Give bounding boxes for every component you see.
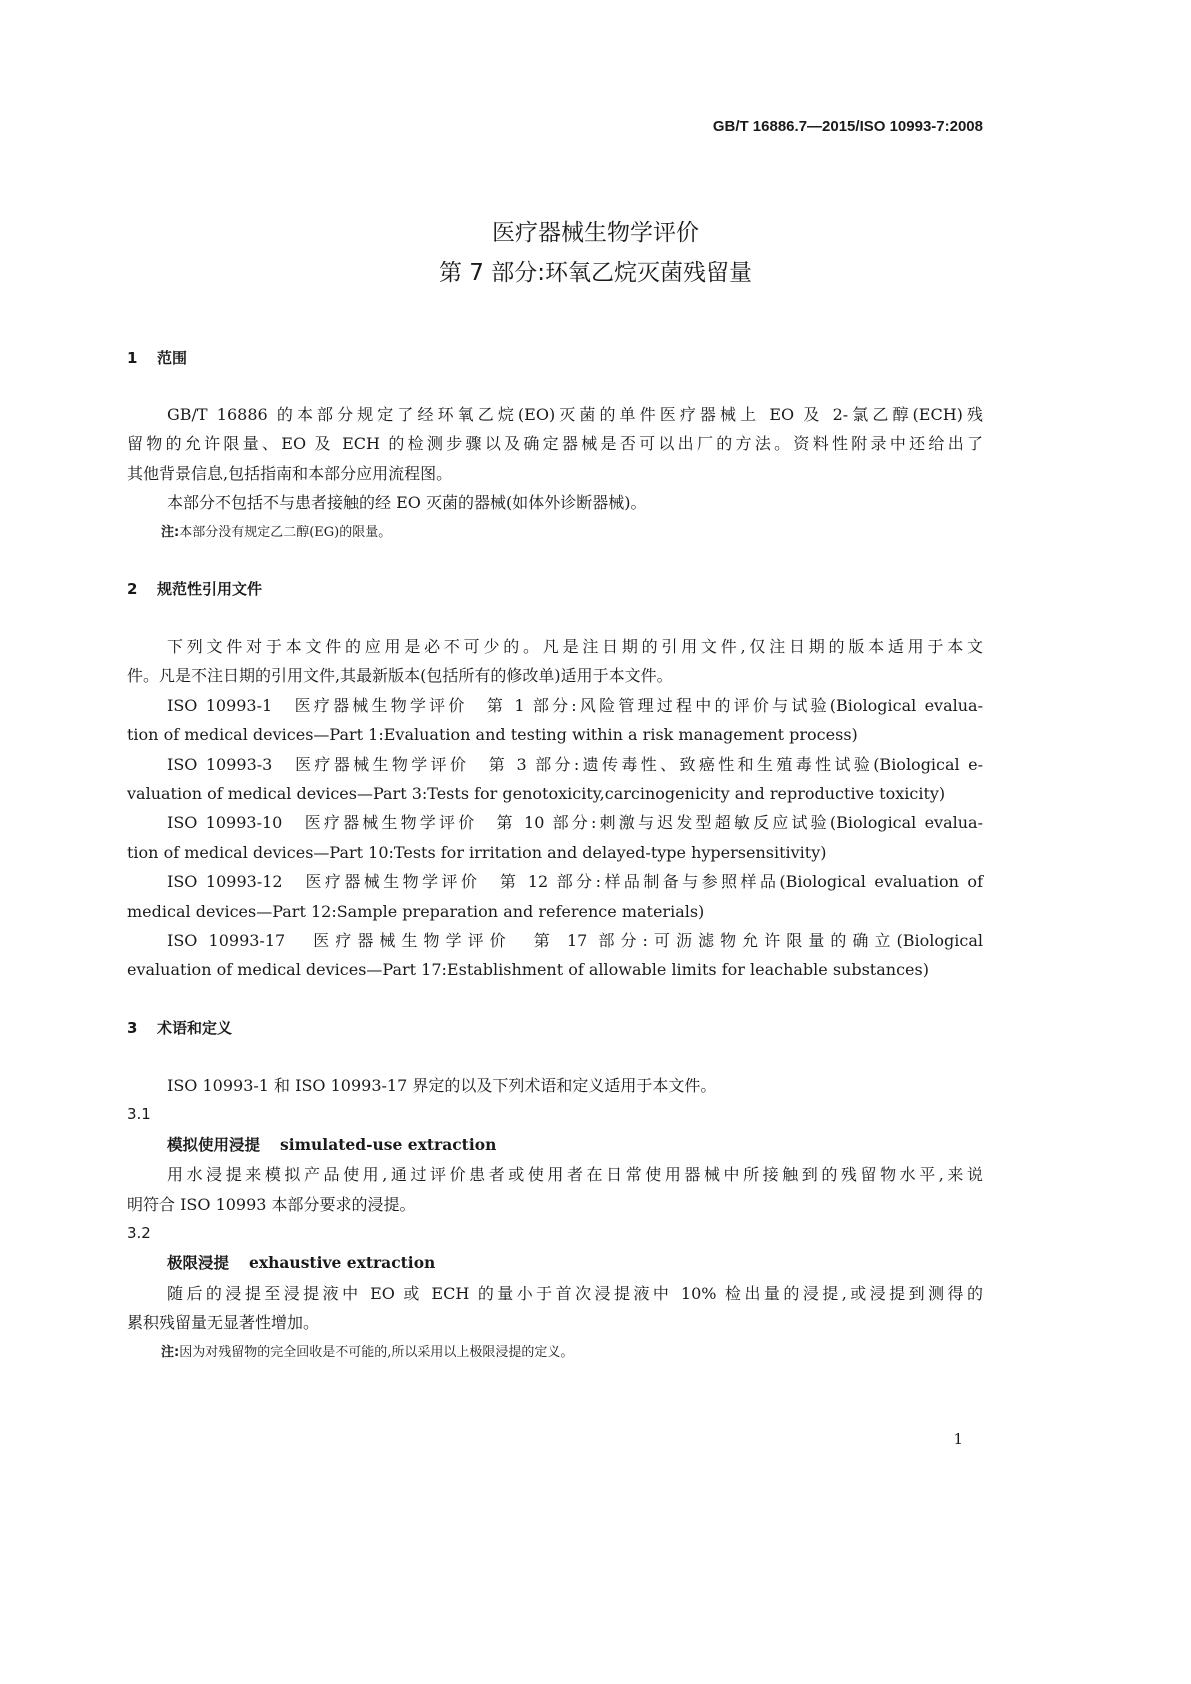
document-subtitle: 第 7 部分:环氧乙烷灭菌残留量 [438,260,752,286]
section-number: 2 [127,580,138,598]
section-2-body [127,632,983,985]
note-label: 注: [161,524,180,540]
reference-line: ISO 10993-1 医疗器械生物学评价 第 1 部分:风险管理过程中的评价与试验(Biological evalua- [167,695,983,715]
reference-line: ISO 10993-10 医疗器械生物学评价 第 10 部分:刺激与迟发型超敏反应试验(Biological evalua- [167,813,983,833]
text-line: 下列文件对于本文件的应用是必不可少的。凡是注日期的引用文件,仅注日期的版本适用于本文 [167,637,983,656]
term-zh: 模拟使用浸提 [167,1135,261,1154]
section-title: 范围 [157,349,188,367]
term-number: 3.1 [127,1105,151,1124]
note [127,518,983,547]
text-line: 累积残留量无显著性增加。 [127,1313,320,1333]
reference-line: valuation of medical devices—Part 3:Tests for genotoxicity,carcinogenicity and reproductive toxicity) [127,784,946,804]
reference-line: medical devices—Part 12:Sample preparation and reference materials) [127,901,705,921]
text-line: 留物的允许限量、EO 及 ECH 的检测步骤以及确定器械是否可以出厂的方法。资料性附录中还给出了 [127,434,983,454]
section-number: 1 [127,349,138,367]
section-heading-1 [127,347,187,368]
reference-line: ISO 10993-3 医疗器械生物学评价 第 3 部分:遗传毒性、致癌性和生殖毒性试验(Biological e- [167,754,983,774]
note-label: 注: [161,1344,180,1360]
term-number: 3.2 [127,1224,151,1243]
term-en: exhaustive extraction [249,1253,436,1273]
text-line: 件。凡是不注日期的引用文件,其最新版本(包括所有的修改单)适用于本文件。 [127,666,673,686]
page-number: 1 [953,1430,963,1448]
text-line: GB/T 16886 的本部分规定了经环氧乙烷(EO)灭菌的单件医疗器械上 EO 及 2-氯乙醇(ECH)残 [167,405,983,424]
section-heading-3 [127,1017,232,1038]
section-3-body [127,1071,983,1367]
text-line: 随后的浸提至浸提液中 EO 或 ECH 的量小于首次浸提液中 10% 检出量的浸提,或浸提到测得的 [167,1283,983,1303]
reference-line: tion of medical devices—Part 1:Evaluation and testing within a risk management process) [127,725,858,745]
note-text: 因为对残留物的完全回收是不可能的,所以采用以上极限浸提的定义。 [179,1344,574,1360]
section-heading-2 [127,578,262,599]
section-1-body [127,400,983,547]
standard-number: GB/T 16886.7—2015/ISO 10993-7:2008 [712,118,983,135]
section-number: 3 [127,1019,138,1037]
term-zh: 极限浸提 [167,1254,230,1273]
section-title: 规范性引用文件 [157,580,263,598]
reference-line: ISO 10993-17 医疗器械生物学评价 第 17 部分:可沥滤物允许限量的确立(Biological [167,931,983,951]
text-line: 本部分不包括不与患者接触的经 EO 灭菌的器械(如体外诊断器械)。 [167,493,647,513]
reference-line: evaluation of medical devices—Part 17:Establishment of allowable limits for leachable substances) [127,960,929,980]
reference-line: ISO 10993-12 医疗器械生物学评价 第 12 部分:样品制备与参照样品(Biological evaluation of [167,872,983,892]
term-heading [127,1248,983,1278]
text-line: 明符合 ISO 10993 本部分要求的浸提。 [127,1194,416,1214]
section-title: 术语和定义 [157,1019,233,1037]
text-line: 用水浸提来模拟产品使用,通过评价患者或使用者在日常使用器械中所接触到的残留物水平,来说 [167,1165,983,1185]
term-en: simulated-use extraction [280,1134,497,1154]
term-heading [127,1130,983,1160]
document-title: 医疗器械生物学评价 [492,220,699,246]
text-line: 其他背景信息,包括指南和本部分应用流程图。 [127,463,453,483]
reference-line: tion of medical devices—Part 10:Tests for irritation and delayed-type hypersensitivity) [127,842,827,862]
note-text: 本部分没有规定乙二醇(EG)的限量。 [179,524,392,540]
note [127,1338,983,1367]
text-line: ISO 10993-1 和 ISO 10993-17 界定的以及下列术语和定义适用于本文件。 [167,1076,717,1095]
